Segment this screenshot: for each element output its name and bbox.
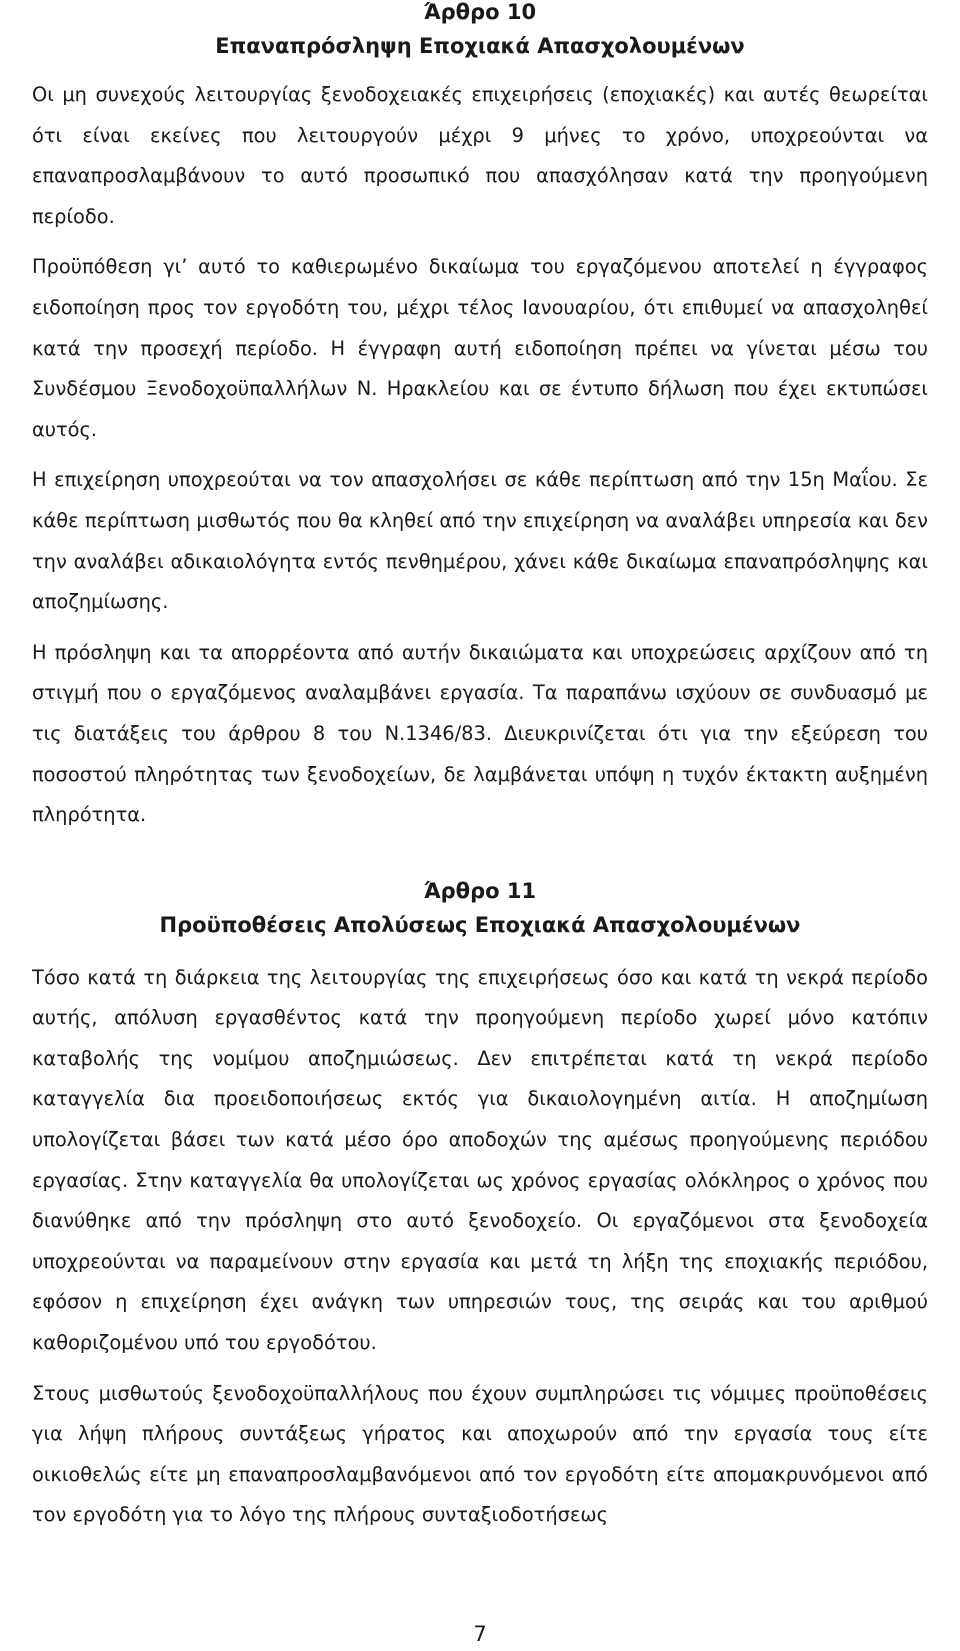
article-10 bbox=[32, 0, 928, 836]
document-page bbox=[32, 0, 928, 1536]
article-10-heading bbox=[32, 0, 928, 63]
article-10-title: Επαναπρόσληψη Εποχιακά Απασχολουμένων bbox=[215, 34, 745, 58]
article-10-paragraph-2: Προϋπόθεση γι’ αυτό το καθιερωμένο δικαίωμα του εργαζόμενου αποτελεί η έγγραφος ειδοποίηση προς τον εργοδότη του, μέχρι τέλος Ιανουαρίου, ότι επιθυμεί να απασχοληθεί κατά την προσεχή περίοδο. Η έγγραφη αυτή ειδοποίηση πρέπει να γίνεται μέσω του Συνδέσμου Ξενοδοχοϋπαλλήλων Ν. Ηρακλείου και σε έντυπο δήλωση που έχει εκτυπώσει αυτός. bbox=[32, 255, 928, 441]
article-10-paragraph-3: Η επιχείρηση υποχρεούται να τον απασχολήσει σε κάθε περίπτωση από την 15η Μαΐου. Σε κάθε περίπτωση μισθωτός που θα κληθεί από την επιχείρηση να αναλάβει υπηρεσία και δεν την αναλάβει αδικαιολόγητα εντός πενθημέρου, χάνει κάθε δικαίωμα επαναπρόσληψης και αποζημίωσης. bbox=[32, 468, 928, 614]
article-11-number: Άρθρο 11 bbox=[423, 878, 537, 903]
article-11-paragraph-2: Στους μισθωτούς ξενοδοχοϋπαλλήλους που έχουν συμπληρώσει τις νόμιμες προϋποθέσεις για λήψη πλήρους συντάξεως γήρατος και αποχωρούν από την εργασία τους είτε οικιοθελώς είτε μη επαναπροσλαμβανόμενοι από τον εργοδότη είτε απομακρυνόμενοι από τον εργοδότη για το λόγο της πλήρους συνταξιοδοτήσεως bbox=[32, 1381, 928, 1527]
article-10-paragraph-1: Οι μη συνεχούς λειτουργίας ξενοδοχειακές επιχειρήσεις (εποχιακές) και αυτές θεωρείται ότι είναι εκείνες που λειτουργούν μέχρι 9 μήνες το χρόνο, υποχρεούνται να επαναπροσλαμβάνουν το αυτό προσωπικό που απασχόλησαν κατά την προηγούμενη περίοδο. bbox=[32, 83, 928, 228]
article-10-number: Άρθρο 10 bbox=[423, 0, 537, 24]
article-11-heading bbox=[32, 874, 928, 942]
article-11-title: Προϋποθέσεις Απολύσεως Εποχιακά Απασχολουμένων bbox=[159, 912, 801, 937]
page-number: 7 bbox=[473, 1622, 487, 1646]
article-11 bbox=[32, 874, 928, 1536]
article-10-paragraph-4: Η πρόσληψη και τα απορρέοντα από αυτήν δικαιώματα και υποχρεώσεις αρχίζουν από τη στιγμή που ο εργαζόμενος αναλαμβάνει εργασία. Τα παραπάνω ισχύουν σε συνδυασμό με τις διατάξεις του άρθρου 8 του Ν.1346/83. Διευκρινίζεται ότι για την εξεύρεση του ποσοστού πληρότητας των ξενοδοχείων, δε λαμβάνεται υπόψη η τυχόν έκτακτη αυξημένη πληρότητα. bbox=[32, 640, 928, 827]
article-11-paragraph-1: Τόσο κατά τη διάρκεια της λειτουργίας της επιχειρήσεως όσο και κατά τη νεκρά περίοδο αυτής, απόλυση εργασθέντος κατά την προηγούμενη περίοδο χωρεί μόνο κατόπιν καταβολής της νομίμου αποζημιώσεως. Δεν επιτρέπεται κατά τη νεκρά περίοδο καταγγελία δια προειδοποιήσεως εκτός για δικαιολογημένη αιτία. Η αποζημίωση υπολογίζεται βάσει των κατά μέσο όρο αποδοχών της αμέσως προηγούμενης περιόδου εργασίας. Στην καταγγελία θα υπολογίζεται ως χρόνος εργασίας ολόκληρος ο χρόνος που διανύθηκε από την πρόσληψη στο αυτό ξενοδοχείο. Οι εργαζόμενοι στα ξενοδοχεία υποχρεούνται να παραμείνουν στην εργασία και μετά τη λήξη της εποχιακής περιόδου, εφόσον η επιχείρηση έχει ανάγκη των υπηρεσιών τους, της σειράς και του αριθμού καθοριζομένου υπό του εργοδότου. bbox=[32, 965, 928, 1355]
